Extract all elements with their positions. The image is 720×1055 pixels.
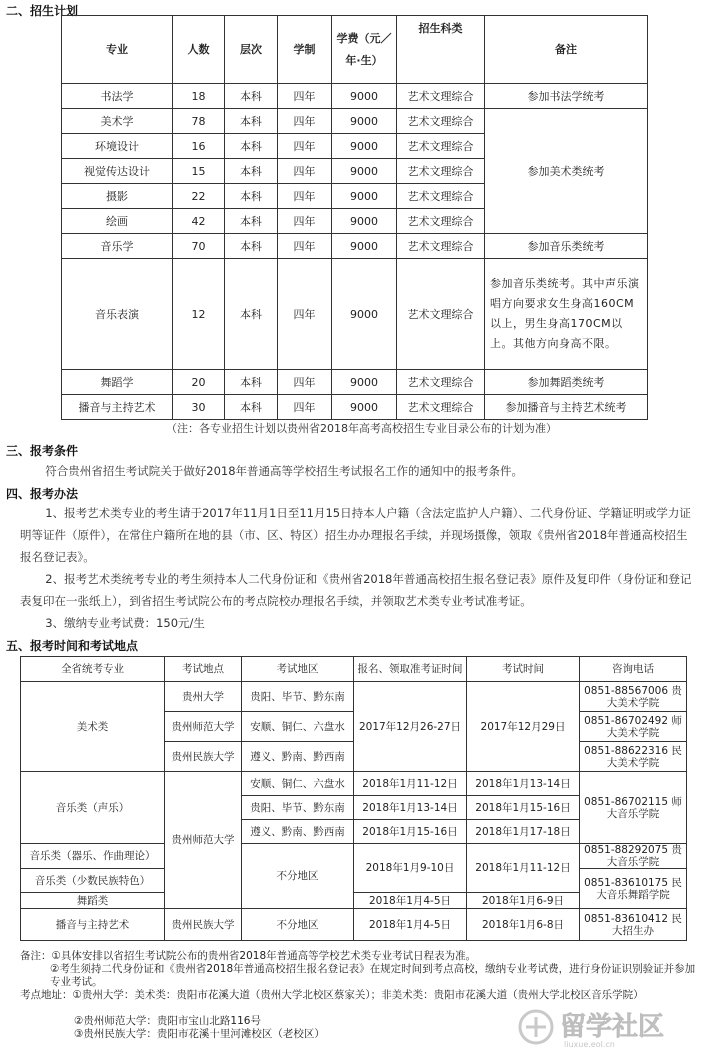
reg-time-cell: 2018年1月15-16日	[354, 820, 467, 844]
major-cell: 音乐类（器乐、作曲理论）	[21, 844, 165, 869]
region-cell: 安顺、铜仁、六盘水	[242, 712, 354, 742]
header-cell: 咨询电话	[580, 657, 687, 682]
years-cell: 四年	[278, 84, 332, 109]
major-cell: 环境设计	[62, 134, 173, 159]
exam-address-line-2: ②贵州师范大学：贵阳市宝山北路116号	[74, 1015, 261, 1027]
category-cell: 艺术文理综合	[397, 184, 485, 209]
major-cell: 舞蹈学	[62, 370, 173, 395]
table-row	[62, 370, 648, 395]
section-heading-schedule: 五、报考时间和考试地点	[6, 639, 139, 653]
region-cell: 遵义、黔南、黔西南	[242, 820, 354, 844]
count-cell: 15	[173, 159, 225, 184]
section-heading-plan: 二、招生计划	[6, 4, 79, 18]
region-cell: 不分地区	[242, 844, 354, 909]
phone-cell: 0851-86702492 师大美术学院	[580, 712, 687, 742]
phone-cell: 0851-83610175 民大音乐舞蹈学院	[580, 869, 687, 909]
fee-cell: 9000	[332, 159, 397, 184]
region-cell: 贵阳、毕节、黔东南	[242, 796, 354, 820]
watermark-subtext: liuxue.eol.cn	[564, 1040, 615, 1049]
remark-cell: 参加播音与主持艺术统考	[485, 395, 648, 420]
watermark-logo-icon	[516, 1003, 706, 1049]
remark-line-1: 备注：①具体安排以省招生考试院公布的贵州省2018年普通高等学校艺术类专业考试日程表为准。	[20, 950, 477, 962]
plan-table-note: （注：各专业招生计划以贵州省2018年高考高校招生专业目录公布的计划为准）	[166, 422, 557, 435]
major-cell: 播音与主持艺术	[62, 395, 173, 420]
major-cell: 音乐类（声乐）	[21, 772, 165, 844]
site-watermark	[516, 1003, 706, 1049]
header-cell: 考试地区	[242, 657, 354, 682]
exam-time-cell: 2018年1月6-9日	[467, 893, 580, 909]
site-cell: 贵州大学	[165, 682, 242, 712]
site-cell: 贵州师范大学	[165, 712, 242, 742]
header-cell: 考试地点	[165, 657, 242, 682]
category-cell: 艺术文理综合	[397, 109, 485, 134]
table-row	[21, 682, 687, 712]
remark-cell: 参加书法学统考	[485, 84, 648, 109]
count-cell: 78	[173, 109, 225, 134]
exam-time-cell: 2018年1月17-18日	[467, 820, 580, 844]
reg-time-cell: 2017年12月26-27日	[354, 682, 467, 772]
conditions-text: 符合贵州省招生考试院关于做好2018年普通高等学校招生考试报名工作的通知中的报考条件。	[45, 464, 524, 478]
remark-line-2: ②考生须持二代身份证和《贵州省2018年普通高校招生报名登记表》在规定时间到考点高校，缴纳专业考试费，进行身份证识别验证并参加专业考试。	[50, 963, 696, 988]
count-cell: 16	[173, 134, 225, 159]
remark-cell: 参加舞蹈类统考	[485, 370, 648, 395]
fee-cell: 9000	[332, 259, 397, 370]
site-cell: 贵州师范大学	[165, 772, 242, 909]
exam-time-cell: 2017年12月29日	[467, 682, 580, 772]
major-cell: 美术类	[21, 682, 165, 772]
major-cell: 音乐类（少数民族特色）	[21, 869, 165, 893]
header-cell: 学费（元／年·生）	[332, 16, 397, 84]
phone-cell: 0851-88622316 民大美术学院	[580, 742, 687, 772]
table-row	[62, 259, 648, 370]
table-row	[62, 84, 648, 109]
fee-cell: 9000	[332, 184, 397, 209]
major-cell: 音乐表演	[62, 259, 173, 370]
count-cell: 22	[173, 184, 225, 209]
years-cell: 四年	[278, 209, 332, 234]
exam-address-line-3: ③贵州民族大学：贵阳市花溪十里河滩校区（老校区）	[74, 1028, 325, 1040]
count-cell: 12	[173, 259, 225, 370]
years-cell: 四年	[278, 109, 332, 134]
header-cell: 备注	[485, 16, 648, 84]
section-heading-conditions: 三、报考条件	[6, 444, 79, 458]
table-row	[21, 772, 687, 796]
remark-cell: 参加音乐类统考	[485, 234, 648, 259]
table-row	[62, 234, 648, 259]
years-cell: 四年	[278, 370, 332, 395]
table-row	[21, 844, 687, 869]
fee-cell: 9000	[332, 370, 397, 395]
category-cell: 艺术文理综合	[397, 370, 485, 395]
count-cell: 30	[173, 395, 225, 420]
region-cell: 遵义、黔南、黔西南	[242, 742, 354, 772]
category-cell: 艺术文理综合	[397, 234, 485, 259]
years-cell: 四年	[278, 134, 332, 159]
exam-schedule-table	[20, 656, 687, 941]
enrollment-plan-table	[61, 15, 648, 420]
category-cell: 艺术文理综合	[397, 259, 485, 370]
major-cell: 舞蹈类	[21, 893, 165, 909]
fee-cell: 9000	[332, 109, 397, 134]
site-cell: 贵州民族大学	[165, 909, 242, 941]
header-cell: 考试时间	[467, 657, 580, 682]
major-cell: 播音与主持艺术	[21, 909, 165, 941]
table-row	[62, 395, 648, 420]
count-cell: 70	[173, 234, 225, 259]
level-cell: 本科	[225, 109, 278, 134]
header-cell: 报名、领取准考证时间	[354, 657, 467, 682]
table-header-row	[62, 16, 648, 84]
level-cell: 本科	[225, 395, 278, 420]
count-cell: 20	[173, 370, 225, 395]
exam-time-cell: 2018年1月11-12日	[467, 844, 580, 893]
phone-cell: 0851-86702115 师大音乐学院	[580, 772, 687, 844]
fee-cell: 9000	[332, 395, 397, 420]
level-cell: 本科	[225, 234, 278, 259]
count-cell: 18	[173, 84, 225, 109]
header-cell: 专业	[62, 16, 173, 84]
method-paragraph-1: 1、报考艺术类专业的考生请于2017年11月1日至11月15日持本人户籍（含法定监护人户籍）、二代身份证、学籍证明或学力证明等证件（原件），在常住户籍所在地的县（市、区、特区）招生办办理报名手续，并现场摄像，领取《贵州省2018年普通高校招生报名登记表》。	[20, 506, 691, 564]
years-cell: 四年	[278, 395, 332, 420]
method-paragraph-2: 2、报考艺术类统考专业的考生须持本人二代身份证和《贵州省2018年普通高校招生报名登记表》原件及复印件（身份证和登记表复印在一张纸上），到省招生考试院公布的考点院校办理报名手续，并领取艺术类专业考试准考证。	[20, 572, 692, 608]
table-header-row	[21, 657, 687, 682]
level-cell: 本科	[225, 209, 278, 234]
reg-time-cell: 2018年1月13-14日	[354, 796, 467, 820]
region-cell: 贵阳、毕节、黔东南	[242, 682, 354, 712]
category-cell: 艺术文理综合	[397, 395, 485, 420]
years-cell: 四年	[278, 234, 332, 259]
region-cell: 安顺、铜仁、六盘水	[242, 772, 354, 796]
category-cell: 艺术文理综合	[397, 209, 485, 234]
watermark-text: 留学社区	[560, 1012, 665, 1042]
section-heading-methods: 四、报考办法	[6, 487, 79, 501]
reg-time-cell: 2018年1月4-5日	[354, 893, 467, 909]
level-cell: 本科	[225, 134, 278, 159]
major-cell: 音乐学	[62, 234, 173, 259]
fee-cell: 9000	[332, 234, 397, 259]
region-cell: 不分地区	[242, 909, 354, 941]
exam-time-cell: 2018年1月15-16日	[467, 796, 580, 820]
table-row	[62, 109, 648, 134]
major-cell: 视觉传达设计	[62, 159, 173, 184]
fee-cell: 9000	[332, 84, 397, 109]
major-cell: 摄影	[62, 184, 173, 209]
remark-cell: 参加美术类统考	[485, 109, 648, 234]
category-cell: 艺术文理综合	[397, 84, 485, 109]
fee-cell: 9000	[332, 134, 397, 159]
header-cell: 人数	[173, 16, 225, 84]
phone-cell: 0851-88292075 贵大音乐学院	[580, 844, 687, 869]
level-cell: 本科	[225, 159, 278, 184]
header-cell: 层次	[225, 16, 278, 84]
level-cell: 本科	[225, 84, 278, 109]
phone-cell: 0851-88567006 贵大美术学院	[580, 682, 687, 712]
reg-time-cell: 2018年1月9-10日	[354, 844, 467, 893]
reg-time-cell: 2018年1月4-5日	[354, 909, 467, 941]
header-cell: 学制	[278, 16, 332, 84]
level-cell: 本科	[225, 184, 278, 209]
exam-time-cell: 2018年1月6-8日	[467, 909, 580, 941]
count-cell: 42	[173, 209, 225, 234]
major-cell: 美术学	[62, 109, 173, 134]
remark-cell: 参加音乐类统考。其中声乐演唱方向要求女生身高160CM以上，男生身高170CM以上。其他方向身高不限。	[485, 259, 648, 370]
exam-time-cell: 2018年1月13-14日	[467, 772, 580, 796]
major-cell: 绘画	[62, 209, 173, 234]
header-cell: 全省统考专业	[21, 657, 165, 682]
level-cell: 本科	[225, 259, 278, 370]
table-row	[21, 909, 687, 941]
years-cell: 四年	[278, 184, 332, 209]
years-cell: 四年	[278, 159, 332, 184]
exam-address-line-1: 考点地址：①贵州大学：美术类：贵阳市花溪大道（贵州大学北校区蔡家关）；非美术类：贵阳市花溪大道（贵州大学北校区音乐学院）	[20, 989, 644, 1001]
site-cell: 贵州民族大学	[165, 742, 242, 772]
category-cell: 艺术文理综合	[397, 159, 485, 184]
phone-cell: 0851-83610412 民大招生办	[580, 909, 687, 941]
fee-cell: 9000	[332, 209, 397, 234]
level-cell: 本科	[225, 370, 278, 395]
header-cell: 招生科类	[397, 16, 485, 84]
reg-time-cell: 2018年1月11-12日	[354, 772, 467, 796]
category-cell: 艺术文理综合	[397, 134, 485, 159]
method-paragraph-3: 3、缴纳专业考试费：150元/生	[45, 616, 205, 630]
major-cell: 书法学	[62, 84, 173, 109]
years-cell: 四年	[278, 259, 332, 370]
